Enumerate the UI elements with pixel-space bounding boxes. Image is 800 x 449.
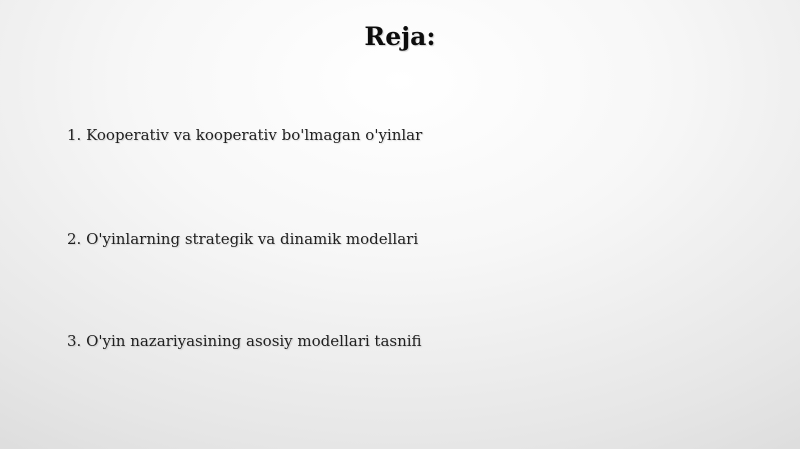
slide-title: Reja: (364, 22, 436, 51)
plan-item-1: 1. Kooperativ va kooperativ bo'lmagan o'yinlar (67, 126, 423, 144)
plan-item-2: 2. O'yinlarning strategik va dinamik modellari (67, 230, 419, 248)
plan-item-3: 3. O'yin nazariyasining asosiy modellari tasnifi (67, 332, 422, 350)
